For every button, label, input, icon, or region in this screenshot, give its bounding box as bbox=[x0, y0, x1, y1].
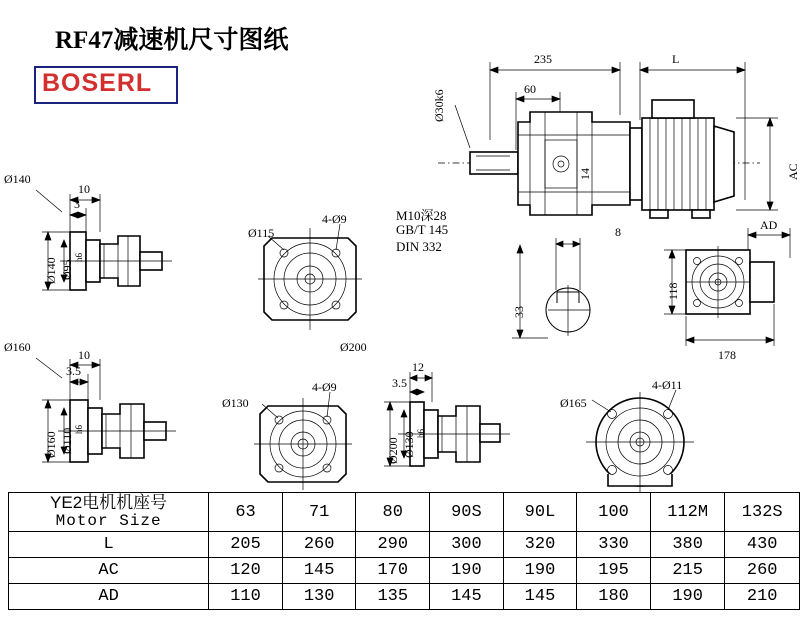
dim-d115: Ø115 bbox=[248, 226, 275, 240]
table-cell: 145 bbox=[430, 584, 504, 610]
table-col-3: 90S bbox=[430, 493, 504, 532]
dim-d160-outer: Ø160 bbox=[4, 340, 31, 354]
dim-d160-v3: Ø160 bbox=[44, 431, 58, 458]
table-row bbox=[9, 558, 800, 584]
table-row-label-AC: AC bbox=[9, 558, 209, 584]
motor-size-table bbox=[8, 492, 800, 610]
table-col-6: 112M bbox=[650, 493, 725, 532]
dim-h6-v5: h6 bbox=[416, 429, 426, 438]
dim-10-v1: 10 bbox=[78, 182, 90, 196]
table-cell: 320 bbox=[503, 532, 577, 558]
table-row bbox=[9, 584, 800, 610]
dim-235: 235 bbox=[534, 52, 552, 66]
table-row-label-AD: AD bbox=[9, 584, 209, 610]
table-cell: 430 bbox=[725, 532, 800, 558]
table-col-5: 100 bbox=[577, 493, 651, 532]
table-cell: 110 bbox=[209, 584, 283, 610]
dim-d30k6: Ø30k6 bbox=[432, 89, 446, 122]
table-col-4: 90L bbox=[503, 493, 577, 532]
table-col-7: 132S bbox=[725, 493, 800, 532]
dim-h6-v3: h6 bbox=[74, 425, 84, 434]
table-cell: 190 bbox=[650, 584, 725, 610]
dim-8: 8 bbox=[615, 225, 621, 239]
dim-d200-v5: Ø200 bbox=[386, 437, 400, 464]
dim-d130-v5: Ø130 bbox=[402, 431, 416, 458]
dim-178: 178 bbox=[718, 348, 736, 362]
note-thread-2: GB/T 145 bbox=[396, 222, 449, 237]
dim-d110-v3: Ø110 bbox=[60, 427, 74, 454]
dim-4xd11-v6: 4-Ø11 bbox=[652, 378, 683, 392]
dim-33: 33 bbox=[512, 306, 526, 318]
dim-d140-outer: Ø140 bbox=[4, 172, 31, 186]
dim-key-14: 14 bbox=[578, 168, 592, 180]
table-cell: 195 bbox=[577, 558, 651, 584]
dim-L: L bbox=[672, 52, 680, 66]
table-col-2: 80 bbox=[356, 493, 430, 532]
page-title: RF47减速机尺寸图纸 bbox=[55, 27, 289, 54]
note-thread-3: DIN 332 bbox=[396, 239, 442, 254]
table-header-en: Motor Size bbox=[55, 512, 162, 530]
table-cell: 190 bbox=[430, 558, 504, 584]
table-cell: 215 bbox=[650, 558, 725, 584]
dim-AC: AC bbox=[786, 163, 800, 180]
table-cell: 130 bbox=[282, 584, 356, 610]
table-cell: 145 bbox=[503, 584, 577, 610]
dim-h6-v1: h6 bbox=[74, 253, 84, 262]
table-cell: 135 bbox=[356, 584, 430, 610]
dim-d140-v1: Ø140 bbox=[44, 257, 58, 284]
table-header-label bbox=[9, 493, 209, 532]
dim-12-v5: 12 bbox=[412, 360, 424, 374]
table-cell: 145 bbox=[282, 558, 356, 584]
table-col-1: 71 bbox=[282, 493, 356, 532]
dim-4xd9-v2: 4-Ø9 bbox=[322, 212, 347, 226]
dim-60: 60 bbox=[524, 82, 536, 96]
table-cell: 300 bbox=[430, 532, 504, 558]
table-col-0: 63 bbox=[209, 493, 283, 532]
table-cell: 260 bbox=[725, 558, 800, 584]
dim-AD: AD bbox=[760, 218, 778, 232]
dim-118: 118 bbox=[666, 282, 680, 300]
table-cell: 120 bbox=[209, 558, 283, 584]
table-cell: 380 bbox=[650, 532, 725, 558]
dim-35-v5: 3.5 bbox=[392, 376, 407, 390]
table-cell: 210 bbox=[725, 584, 800, 610]
table-cell: 290 bbox=[356, 532, 430, 558]
dim-d200-outer: Ø200 bbox=[340, 340, 367, 354]
dim-d130: Ø130 bbox=[222, 396, 249, 410]
table-row-label-L: L bbox=[9, 532, 209, 558]
dim-4xd9-v4: 4-Ø9 bbox=[312, 380, 337, 394]
dim-3-v1: 3 bbox=[74, 197, 80, 211]
dim-10-v3: 10 bbox=[78, 348, 90, 362]
note-thread-1: M10深28 bbox=[396, 208, 447, 223]
table-cell: 170 bbox=[356, 558, 430, 584]
table-cell: 205 bbox=[209, 532, 283, 558]
logo-text: BOSERL bbox=[42, 69, 153, 97]
table-cell: 260 bbox=[282, 532, 356, 558]
table-row bbox=[9, 532, 800, 558]
table-cell: 330 bbox=[577, 532, 651, 558]
table-cell: 180 bbox=[577, 584, 651, 610]
dim-d165: Ø165 bbox=[560, 396, 587, 410]
table-header-cn: YE2电机机座号 bbox=[50, 493, 168, 512]
dim-35-v3: 3.5 bbox=[66, 364, 81, 378]
table-cell: 190 bbox=[503, 558, 577, 584]
dim-d95-v1: Ø95 bbox=[60, 259, 74, 280]
